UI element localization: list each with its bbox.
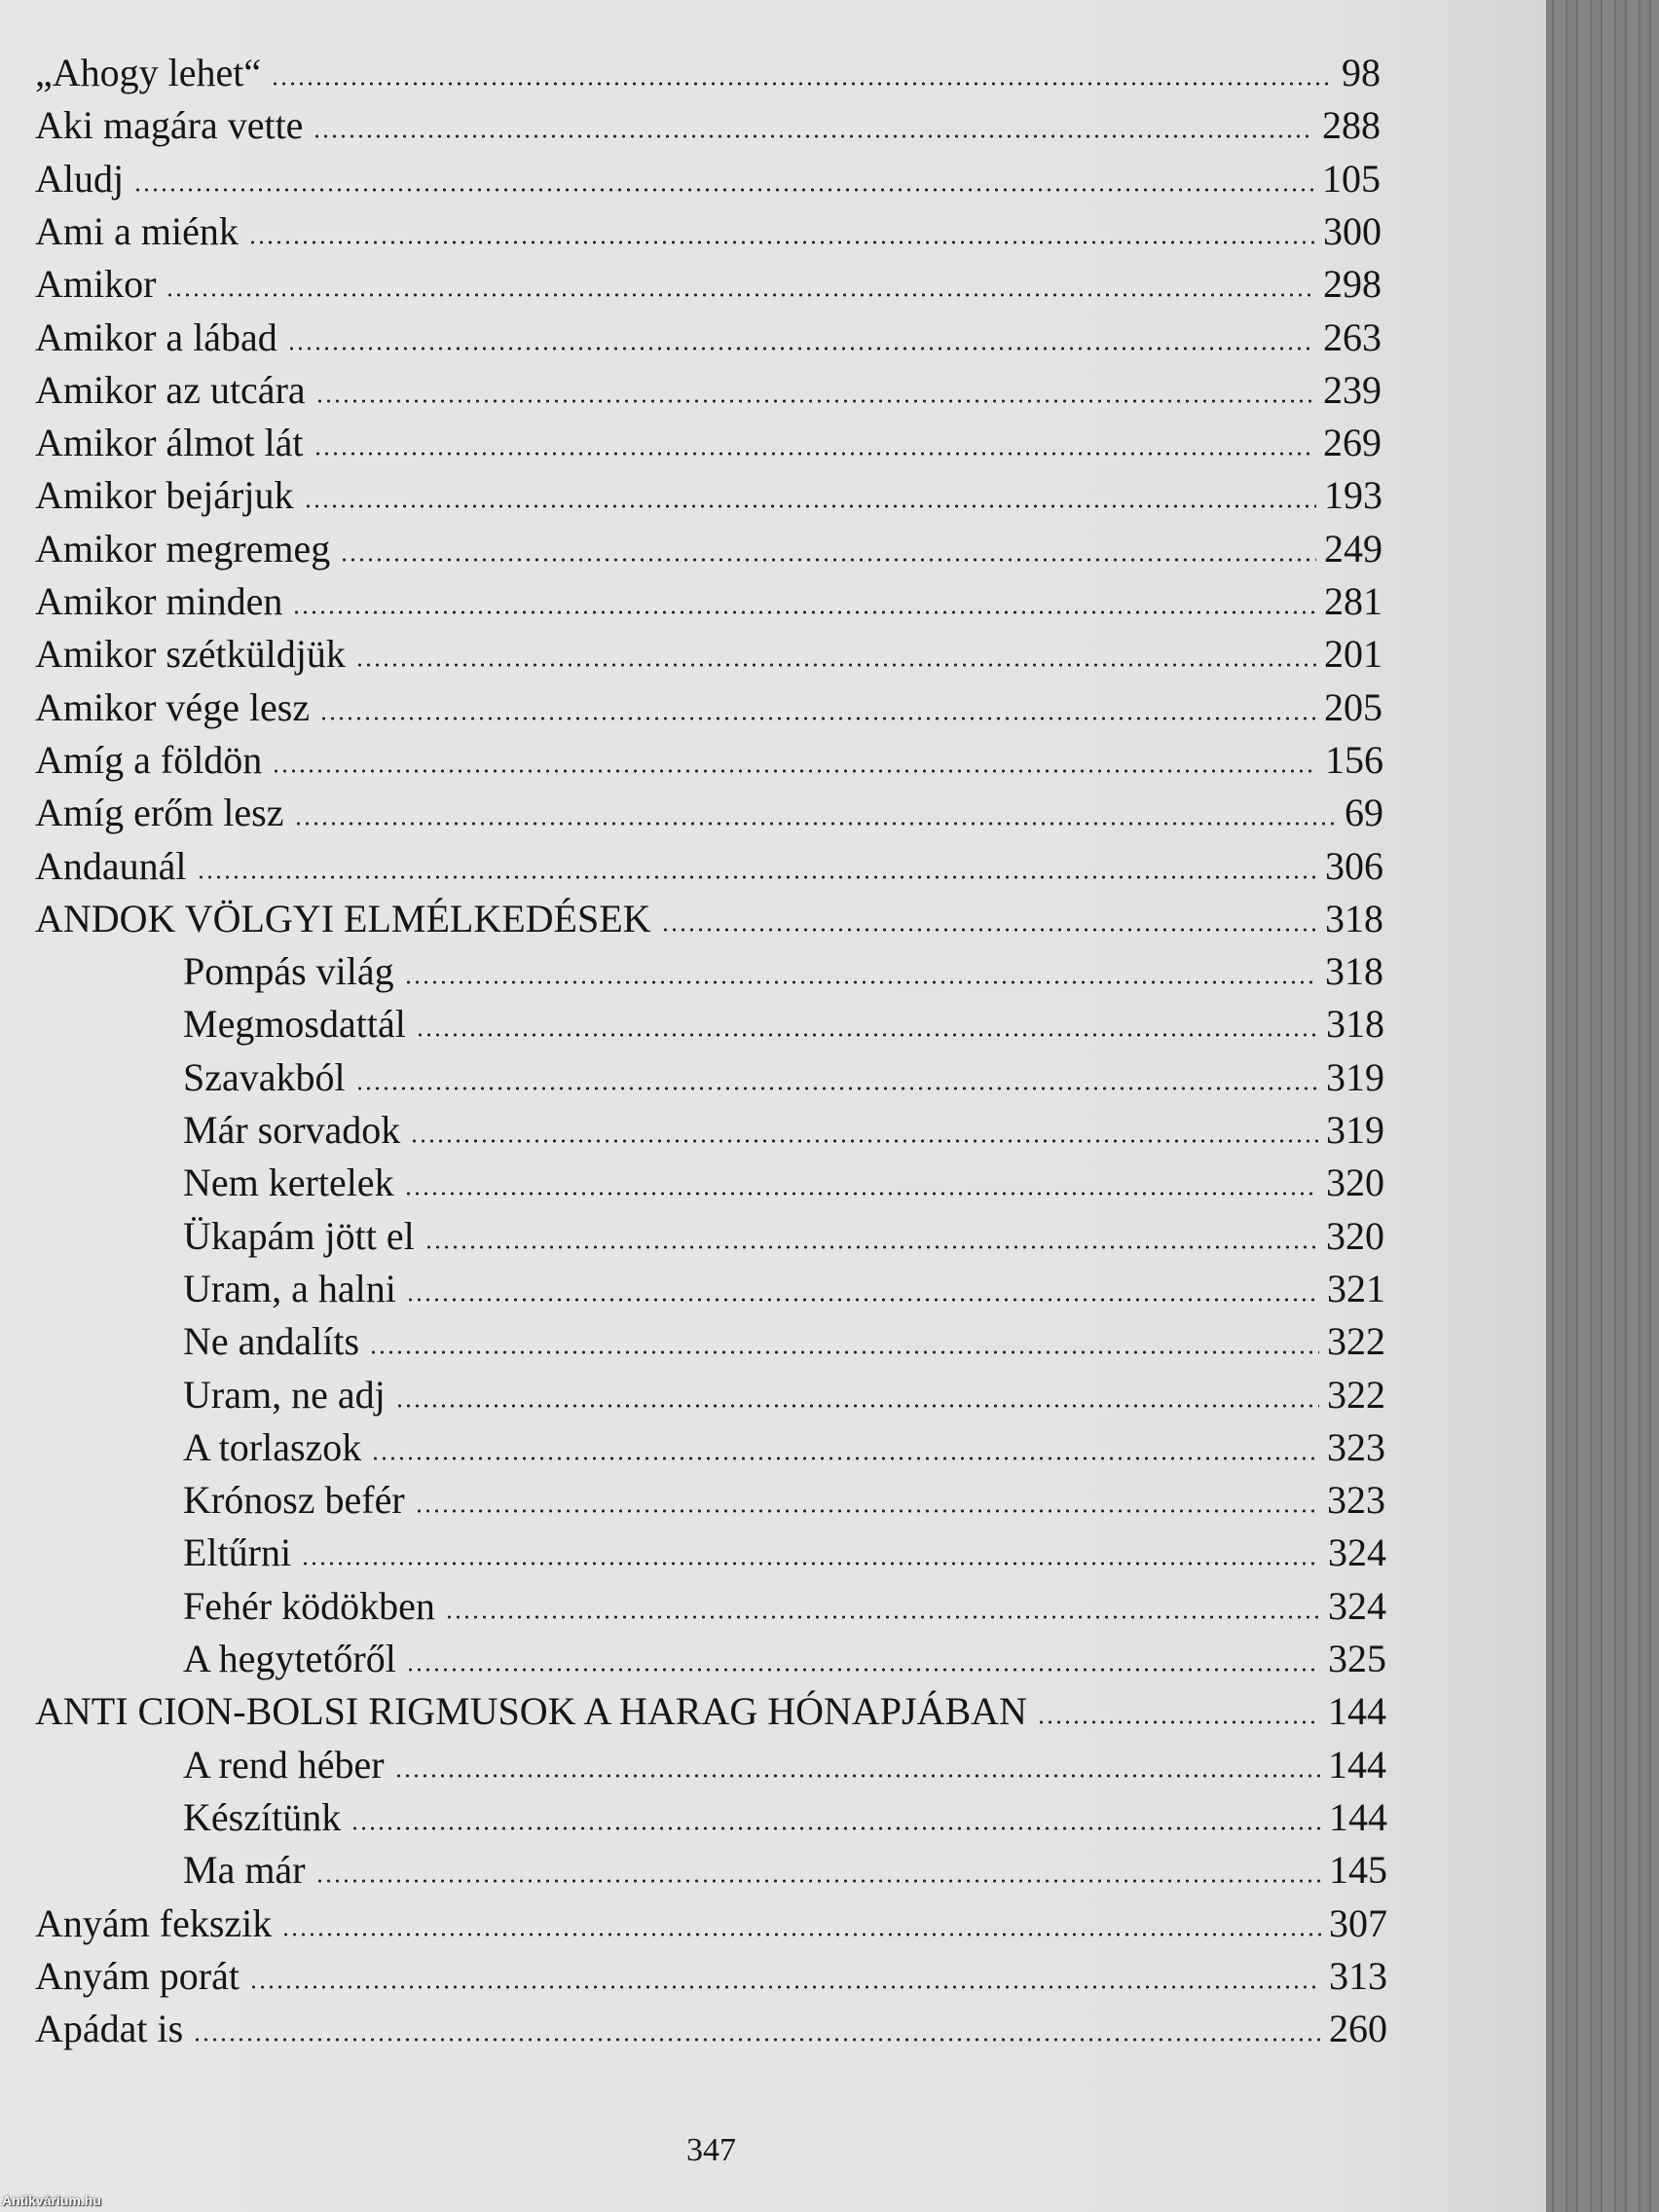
toc-entry <box>183 1104 1384 1157</box>
dot-leader <box>410 1139 1318 1143</box>
entry-title: Amikor vége lesz <box>35 684 311 729</box>
entry-title: ANDOK VÖLGYI ELMÉLKEDÉSEK <box>35 896 651 940</box>
entry-page: 307 <box>1329 1900 1387 1945</box>
entry-title: Megmosdattál <box>183 1002 406 1047</box>
entry-page: 144 <box>1329 1794 1387 1839</box>
dot-leader <box>416 1033 1318 1037</box>
toc-entry <box>35 205 1382 258</box>
entry-page: 69 <box>1345 791 1383 835</box>
entry-page: 322 <box>1327 1372 1385 1417</box>
entry-page: 324 <box>1328 1583 1386 1628</box>
entry-page: 281 <box>1324 579 1382 623</box>
toc-entry <box>183 1369 1385 1421</box>
dot-leader <box>661 928 1317 932</box>
entry-page: 144 <box>1328 1742 1386 1787</box>
entry-title: Uram, ne adj <box>183 1372 386 1417</box>
dot-leader <box>369 1350 1319 1354</box>
dot-leader <box>294 822 1338 826</box>
dot-leader <box>304 504 1317 508</box>
entry-title: Amikor minden <box>35 579 283 623</box>
entry-title: Aki magára vette <box>35 103 304 148</box>
dot-leader <box>287 347 1315 350</box>
toc-entry <box>183 945 1383 998</box>
entry-page: 323 <box>1327 1424 1385 1469</box>
entry-title: Uram, a halni <box>183 1266 396 1310</box>
entry-page: 300 <box>1323 208 1382 253</box>
entry-page: 298 <box>1323 262 1382 307</box>
dot-leader <box>350 1826 1321 1830</box>
entry-page: 205 <box>1324 684 1382 729</box>
toc-entry <box>183 1527 1386 1579</box>
entry-title: „Ahogy lehet“ <box>35 51 262 94</box>
entry-page: 322 <box>1327 1319 1385 1364</box>
entry-title: Apádat is <box>35 2007 184 2051</box>
background-surface <box>1543 0 1659 2212</box>
dot-leader <box>193 2038 1321 2042</box>
entry-page: 318 <box>1326 1002 1384 1047</box>
entry-page: 145 <box>1329 1848 1387 1893</box>
toc-entry <box>35 153 1381 205</box>
toc-entry <box>35 1685 1386 1738</box>
dot-leader <box>371 1456 1319 1460</box>
toc-entry <box>35 2003 1387 2055</box>
dot-leader <box>249 1985 1321 1989</box>
dot-leader <box>292 610 1316 614</box>
toc-entry <box>35 575 1382 628</box>
entry-title: A torlaszok <box>183 1424 362 1469</box>
entry-page: 239 <box>1323 367 1382 412</box>
dot-leader <box>319 717 1316 720</box>
toc-entry <box>35 893 1383 945</box>
dot-leader <box>355 1087 1318 1090</box>
entry-title: Ükapám jött el <box>183 1213 415 1258</box>
toc-entry <box>35 258 1382 311</box>
dot-leader <box>272 769 1317 773</box>
entry-title: Amikor álmot lát <box>35 421 304 465</box>
toc-entry <box>35 840 1383 893</box>
entry-page: 318 <box>1325 949 1383 994</box>
entry-page: 201 <box>1324 632 1382 677</box>
entry-page: 156 <box>1325 737 1383 782</box>
toc-entry <box>35 628 1382 681</box>
entry-page: 319 <box>1326 1108 1384 1152</box>
dot-leader <box>445 1615 1320 1619</box>
dot-leader <box>281 1933 1321 1936</box>
toc-entry <box>35 417 1382 469</box>
entry-title: Fehér ködökben <box>183 1583 435 1628</box>
toc-entry <box>183 1157 1384 1209</box>
dot-leader <box>133 188 1314 192</box>
toc-entry <box>183 1739 1386 1791</box>
entry-title: Pompás világ <box>183 949 394 994</box>
entry-page: 324 <box>1328 1530 1386 1575</box>
entry-page: 98 <box>1342 51 1381 94</box>
entry-title: Amikor a lábad <box>35 314 277 359</box>
entry-page: 318 <box>1325 896 1383 940</box>
dot-leader <box>271 82 1334 86</box>
toc-entry <box>35 787 1383 839</box>
toc-entry <box>183 1051 1384 1104</box>
entry-title: Már sorvadok <box>183 1108 401 1152</box>
entry-title: Anyám porát <box>35 1953 240 1998</box>
dot-leader <box>1037 1720 1320 1724</box>
entry-title: Amikor bejárjuk <box>35 473 294 518</box>
entry-title: Aludj <box>35 156 125 201</box>
dot-leader <box>340 558 1316 562</box>
toc-entry <box>183 1421 1385 1474</box>
toc-entry <box>183 1791 1387 1844</box>
entry-page: 319 <box>1326 1054 1384 1099</box>
entry-page: 320 <box>1326 1161 1384 1205</box>
toc-entry <box>35 47 1381 99</box>
entry-title: Ma már <box>183 1848 306 1893</box>
entry-title: A rend héber <box>183 1742 385 1787</box>
dot-leader <box>394 1774 1320 1778</box>
dot-leader <box>301 1562 1320 1566</box>
dot-leader <box>424 1245 1318 1249</box>
dot-leader <box>406 1668 1320 1672</box>
dot-leader <box>404 980 1317 984</box>
entry-page: 325 <box>1328 1637 1386 1680</box>
toc-entry <box>183 1633 1386 1685</box>
entry-page: 323 <box>1327 1478 1385 1523</box>
entry-title: Amikor megremeg <box>35 526 331 571</box>
watermark-logo: Antikvárium.hu <box>2 2193 101 2208</box>
entry-title: Ami a miénk <box>35 208 239 253</box>
entry-title: Amikor az utcára <box>35 367 306 412</box>
toc-entry <box>35 682 1382 734</box>
entry-title: Készítünk <box>183 1794 342 1839</box>
page-number: 347 <box>686 2132 736 2168</box>
toc-entry <box>35 734 1383 787</box>
entry-title: Amikor <box>35 262 157 307</box>
toc-entry <box>35 1950 1387 2003</box>
entry-page: 249 <box>1324 526 1382 571</box>
toc-entry <box>183 998 1384 1051</box>
entry-title: Szavakból <box>183 1054 346 1099</box>
toc-entry <box>35 99 1381 152</box>
entry-title: ANTI CION-BOLSI RIGMUSOK A HARAG HÓNAPJÁBAN <box>35 1689 1027 1734</box>
toc-entry <box>35 364 1382 417</box>
dot-leader <box>313 452 1315 456</box>
toc-entry <box>35 1898 1387 1950</box>
entry-title: Amíg erőm lesz <box>35 791 284 835</box>
toc-entry <box>183 1315 1385 1368</box>
dot-leader <box>248 240 1315 244</box>
entry-page: 144 <box>1328 1689 1386 1734</box>
entry-title: A hegytetőről <box>183 1637 396 1680</box>
entry-title: Andaunál <box>35 843 187 888</box>
dot-leader <box>197 875 1317 879</box>
toc-entry <box>35 523 1382 575</box>
entry-title: Ne andalíts <box>183 1319 360 1364</box>
entry-title: Amíg a földön <box>35 737 263 782</box>
entry-page: 288 <box>1322 103 1381 148</box>
entry-page: 321 <box>1327 1266 1385 1310</box>
dot-leader <box>415 1509 1319 1513</box>
entry-page: 260 <box>1329 2007 1387 2051</box>
entry-page: 313 <box>1329 1953 1387 1998</box>
entry-page: 193 <box>1324 473 1382 518</box>
dot-leader <box>355 663 1316 667</box>
entry-page: 105 <box>1322 156 1381 201</box>
dot-leader <box>313 134 1314 138</box>
toc-entry <box>35 469 1382 522</box>
entry-title: Krónosz befér <box>183 1478 405 1523</box>
dot-leader <box>404 1192 1318 1196</box>
toc-entry <box>183 1210 1384 1263</box>
dot-leader <box>395 1404 1319 1408</box>
toc-entry <box>183 1844 1387 1897</box>
dot-leader <box>315 1879 1321 1883</box>
entry-title: Amikor szétküldjük <box>35 632 346 677</box>
entry-page: 269 <box>1323 421 1382 465</box>
toc-entry <box>183 1263 1385 1315</box>
entry-title: Nem kertelek <box>183 1161 394 1205</box>
dot-leader <box>406 1298 1319 1302</box>
dot-leader <box>166 293 1315 297</box>
entry-page: 320 <box>1326 1213 1384 1258</box>
dot-leader <box>315 399 1315 403</box>
toc-entry <box>183 1580 1386 1633</box>
entry-title: Eltűrni <box>183 1530 292 1575</box>
entry-title: Anyám fekszik <box>35 1900 273 1945</box>
toc-entry <box>183 1474 1385 1527</box>
entry-page: 306 <box>1325 843 1383 888</box>
toc-entry <box>35 312 1382 364</box>
entry-page: 263 <box>1323 314 1382 359</box>
